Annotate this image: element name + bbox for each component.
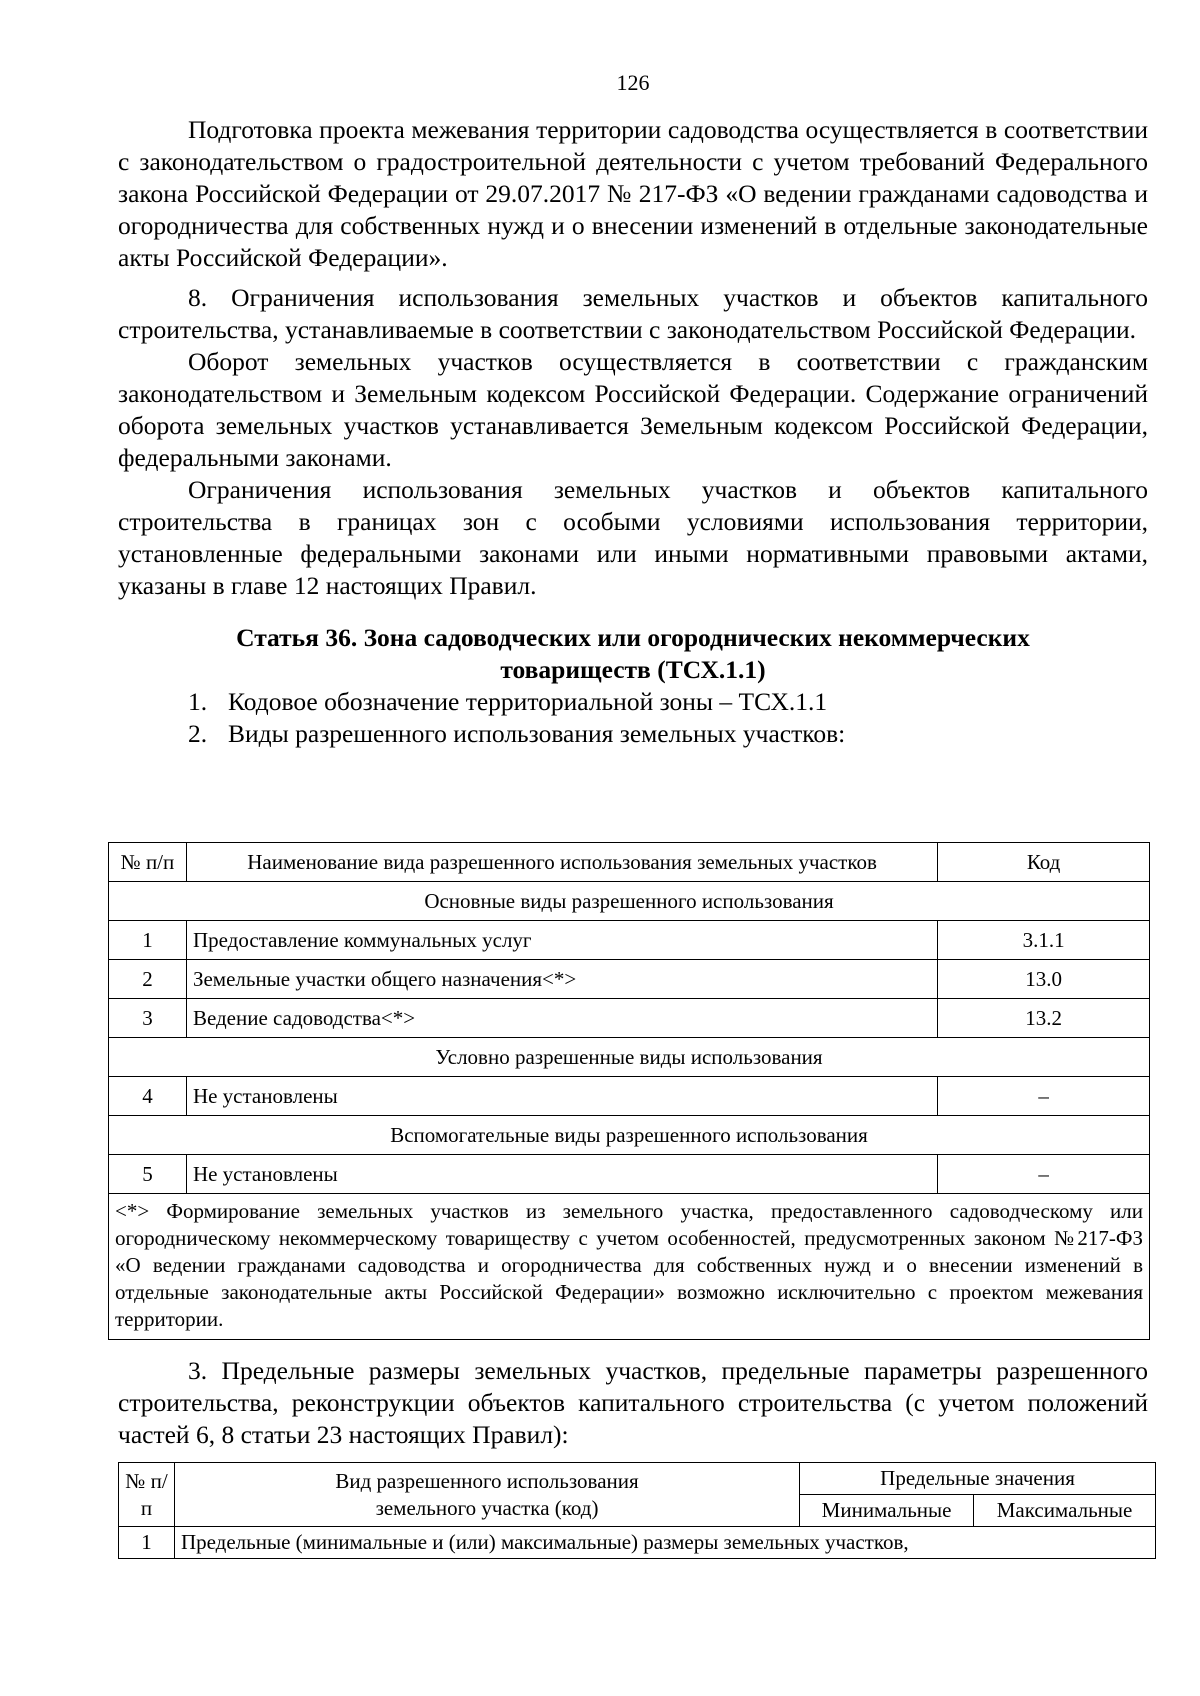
list-item-1: 1. Кодовое обозначение территориальной зоны – ТСХ.1.1 — [188, 687, 828, 716]
limits-header-use: Вид разрешенного использования земельного участка (код) — [174, 1463, 799, 1527]
limits-header-values: Предельные значения — [800, 1463, 1156, 1495]
page-number: 126 — [616, 70, 650, 95]
limits-header-max: Максимальные — [974, 1495, 1156, 1527]
section-row-conditional: Условно разрешенные виды использования — [109, 1038, 1150, 1077]
header-num: № п/п — [109, 843, 187, 882]
footnote-row — [109, 1194, 1150, 1340]
text-block-top — [118, 114, 1148, 750]
section-row-main: Основные виды разрешенного использования — [109, 882, 1150, 921]
list-item-2: 2. Виды разрешенного использования земельных участков: — [188, 719, 846, 748]
section-row-auxiliary: Вспомогательные виды разрешенного использования — [109, 1116, 1150, 1155]
table-row: 2 Земельные участки общего назначения<*> 13.0 — [109, 960, 1150, 999]
item-3-paragraph: 3. Предельные размеры земельных участков, предельные параметры разрешенного строительства, реконструкции объектов капитального строительства (с учетом положений частей 6, 8 статьи 23 настоящих Правил): — [118, 1356, 1148, 1449]
limits-header-num: № п/п — [119, 1463, 175, 1527]
limits-table — [118, 1462, 1156, 1559]
intro-paragraph: Подготовка проекта межевания территории садоводства осуществляется в соответствии с законодательством о градостроительной деятельности с учетом требований Федерального закона Российской Федерации от 29.07.2017 № 217-ФЗ «О ведении гражданами садоводства и огородничества для собственных нужд и о внесении изменений в отдельные законодательные акты Российской Федерации». — [118, 115, 1148, 272]
section-8-paragraph: 8. Ограничения использования земельных участков и объектов капитального строительства, устанавливаемые в соответствии с законодательством Российской Федерации. — [118, 283, 1148, 344]
limits-header-min: Минимальные — [800, 1495, 974, 1527]
text-block-item3 — [118, 1355, 1148, 1451]
header-code: Код — [938, 843, 1150, 882]
restrictions-paragraph: Ограничения использования земельных участков и объектов капитального строительства в границах зон с особыми условиями использования территории, установленные федеральными законами или иными нормативными правовыми актами, указаны в главе 12 настоящих Правил. — [118, 475, 1148, 600]
table-row: 1 Предельные (минимальные и (или) максимальные) размеры земельных участков, — [119, 1527, 1156, 1559]
table-row: 3 Ведение садоводства<*> 13.2 — [109, 999, 1150, 1038]
table-row: 4 Не установлены – — [109, 1077, 1150, 1116]
table-header-row — [109, 843, 1150, 882]
table-row: 1 Предоставление коммунальных услуг 3.1.1 — [109, 921, 1150, 960]
article-heading-line2: товариществ (ТСХ.1.1) — [500, 655, 766, 684]
permitted-uses-table — [108, 842, 1150, 1340]
limits-header-row-1 — [119, 1463, 1156, 1495]
article-heading-line1: Статья 36. Зона садоводческих или огороднических некоммерческих — [236, 623, 1030, 652]
turnover-paragraph: Оборот земельных участков осуществляется в соответствии с гражданским законодательством и Земельным кодексом Российской Федерации. Содержание ограничений оборота земельных участков устанавливается Земельным кодексом Российской Федерации, федеральными законами. — [118, 347, 1148, 472]
table-row: 5 Не установлены – — [109, 1155, 1150, 1194]
table-footnote: <*> Формирование земельных участков из земельного участка, предоставленного садоводческому или огородническому некоммерческому товариществу с учетом особенностей, предусмотренных законом №217-ФЗ «О ведении гражданами садоводства и огородничества для собственных нужд и о внесении изменений в отдельные законодательные акты Российской Федерации» возможно исключительно с проектом межевания территории. — [109, 1194, 1150, 1340]
header-name: Наименование вида разрешенного использования земельных участков — [186, 843, 937, 882]
